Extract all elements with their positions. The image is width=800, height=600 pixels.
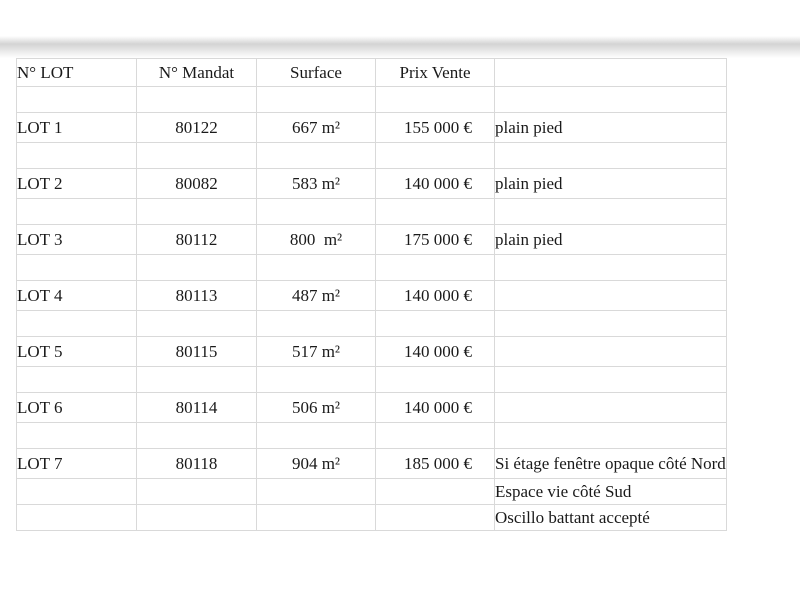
note-cell	[495, 393, 727, 423]
prix-cell	[376, 337, 495, 367]
prix-cell	[376, 169, 495, 199]
table-row	[17, 113, 727, 143]
spacer-row	[17, 367, 727, 393]
lot-cell: LOT 4	[17, 281, 137, 311]
header-lot: N° LOT	[17, 59, 137, 87]
note-row	[17, 505, 727, 531]
prix-value: 175 000 €	[404, 230, 472, 249]
lot-cell: LOT 7	[17, 449, 137, 479]
top-shadow	[0, 0, 800, 58]
note-cell: Espace vie côté Sud	[495, 479, 727, 505]
spacer-row	[17, 423, 727, 449]
lot-cell: LOT 2	[17, 169, 137, 199]
lot-cell: LOT 1	[17, 113, 137, 143]
surface-cell: 517 m²	[257, 337, 376, 367]
prix-cell	[376, 449, 495, 479]
lots-table	[16, 58, 727, 531]
note-cell: plain pied	[495, 225, 727, 255]
surface-cell: 506 m²	[257, 393, 376, 423]
table-row	[17, 393, 727, 423]
header-prix-vente: Prix Vente	[376, 59, 495, 87]
table-row	[17, 281, 727, 311]
note-cell: Si étage fenêtre opaque côté Nord	[495, 449, 727, 479]
lot-cell: LOT 5	[17, 337, 137, 367]
note-cell: plain pied	[495, 113, 727, 143]
spacer-row	[17, 255, 727, 281]
mandat-cell: 80113	[137, 281, 257, 311]
spacer-row	[17, 143, 727, 169]
table-row	[17, 337, 727, 367]
prix-value: 185 000 €	[404, 454, 472, 473]
header-surface: Surface	[257, 59, 376, 87]
table-row	[17, 449, 727, 479]
spacer-row	[17, 311, 727, 337]
prix-value: 155 000 €	[404, 118, 472, 137]
mandat-cell: 80122	[137, 113, 257, 143]
mandat-cell: 80118	[137, 449, 257, 479]
prix-value: 140 000 €	[404, 398, 472, 417]
surface-cell: 487 m²	[257, 281, 376, 311]
prix-value: 140 000 €	[404, 174, 472, 193]
surface-cell: 583 m²	[257, 169, 376, 199]
mandat-cell: 80112	[137, 225, 257, 255]
surface-cell: 800 m²	[257, 225, 376, 255]
prix-cell	[376, 393, 495, 423]
surface-cell: 904 m²	[257, 449, 376, 479]
lot-cell: LOT 3	[17, 225, 137, 255]
mandat-cell: 80082	[137, 169, 257, 199]
header-row	[17, 59, 727, 87]
prix-value: 140 000 €	[404, 286, 472, 305]
header-mandat: N° Mandat	[137, 59, 257, 87]
table-row	[17, 169, 727, 199]
note-row	[17, 479, 727, 505]
note-cell: plain pied	[495, 169, 727, 199]
surface-cell: 667 m²	[257, 113, 376, 143]
note-cell	[495, 337, 727, 367]
prix-cell	[376, 281, 495, 311]
note-cell: Oscillo battant accepté	[495, 505, 727, 531]
header-notes	[495, 59, 727, 87]
spacer-row	[17, 199, 727, 225]
mandat-cell: 80115	[137, 337, 257, 367]
prix-cell	[376, 225, 495, 255]
note-cell	[495, 281, 727, 311]
lot-cell: LOT 6	[17, 393, 137, 423]
prix-value: 140 000 €	[404, 342, 472, 361]
spacer-row	[17, 87, 727, 113]
prix-cell	[376, 113, 495, 143]
table-row	[17, 225, 727, 255]
mandat-cell: 80114	[137, 393, 257, 423]
